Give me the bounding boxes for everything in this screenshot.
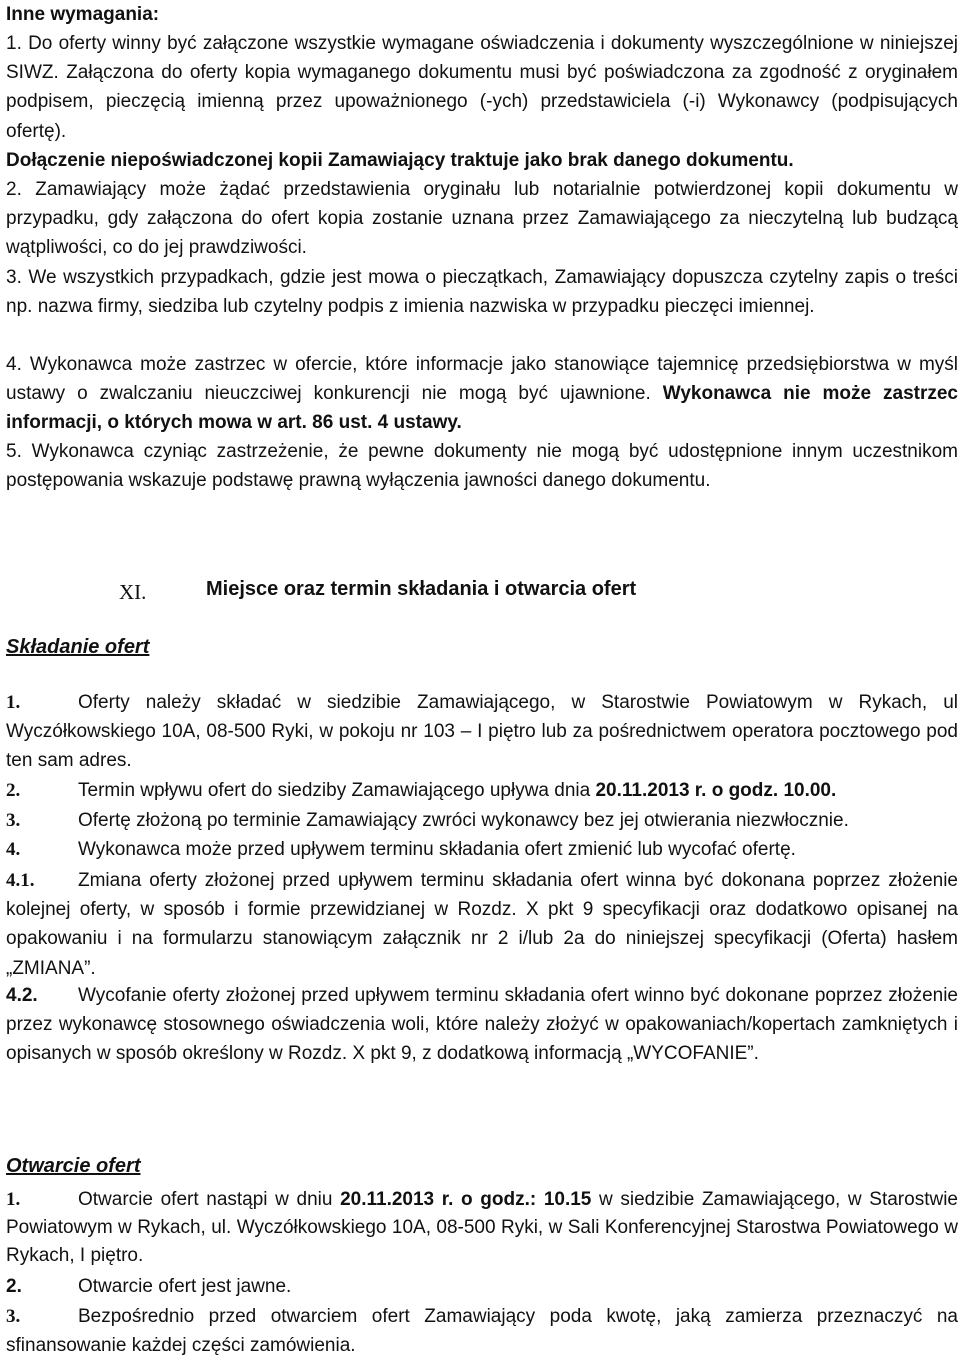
submission-item-4-1	[6, 866, 958, 983]
requirement-4-number: 4.	[6, 354, 22, 375]
requirement-2	[6, 175, 958, 263]
submission-item-4-2	[6, 981, 958, 1069]
submission-item-2-number: 2.	[6, 780, 21, 801]
submission-item-4-number: 4.	[6, 839, 21, 860]
opening-label: Otwarcie ofert	[6, 1155, 141, 1177]
submission-item-1-number: 1.	[6, 692, 21, 713]
submission-item-4-1-text: Zmiana oferty złożonej przed upływem terminu składania ofert winna być dokonana poprzez złożenie kolejnej oferty, w sposób i formie przewidzianej w Rozdz. X pkt 9 specyfikacji oraz dodatkowo opisanej na opakowaniu i na formularzu stanowiącym załącznik nr 2 i/lub 2a do niniejszej specyfikacji (Oferta) hasłem „ZMIANA”.	[6, 870, 958, 979]
submission-item-4-2-text: Wycofanie oferty złożonej przed upływem terminu składania ofert winno być dokonane poprzez złożenie przez wykonawcę stosownego oświadczenia woli, które należy złożyć w opakowaniach/kopertach zamkniętych i opisanych w sposób określony w Rozdz. X pkt 9, z dodatkową informacją „WYCOFANIE”.	[6, 985, 958, 1065]
opening-item-3-text: Bezpośrednio przed otwarciem ofert Zamawiający poda kwotę, jaką zamierza przeznaczyć na sfinansowanie każdej części zamówienia.	[6, 1306, 958, 1357]
requirement-4	[6, 350, 958, 438]
submission-item-2	[6, 776, 958, 805]
requirement-5	[6, 437, 958, 495]
requirement-5-text: Wykonawca czyniąc zastrzeżenie, że pewne dokumenty nie mogą być udostępnione innym uczestnikom postępowania wskazuje podstawę prawną wyłączenia jawności danego dokumentu.	[6, 441, 958, 492]
submission-item-2-text: Termin wpływu ofert do siedziby Zamawiającego upływa dnia	[78, 780, 591, 801]
section-heading	[6, 578, 958, 612]
submission-item-4-1-number: 4.1.	[6, 870, 35, 891]
section-number: XI.	[119, 580, 147, 604]
requirement-3-text: We wszystkich przypadkach, gdzie jest mowa o pieczątkach, Zamawiający dopuszcza czytelny zapis o treści np. nazwa firmy, siedziba lub czytelny podpis z imienia nazwiska w przypadku pieczęci imiennej.	[6, 267, 959, 318]
opening-item-3-number: 3.	[6, 1306, 21, 1327]
submission-item-1-text: Oferty należy składać w siedzibie Zamawiającego, w Starostwie Powiatowym w Rykach, ul Wyczółkowskiego 10A, 08-500 Ryki, w pokoju nr 103 – I piętro lub za pośrednictwem operatora pocztowego pod ten sam adres.	[6, 692, 958, 772]
opening-item-1-number: 1.	[6, 1189, 21, 1210]
opening-item-1	[6, 1186, 958, 1271]
requirements-title: Inne wymagania:	[6, 4, 160, 25]
requirement-5-number: 5.	[6, 441, 22, 462]
opening-item-2-text: Otwarcie ofert jest jawne.	[78, 1276, 292, 1297]
requirement-3-number: 3.	[6, 267, 22, 288]
requirement-4-bold-note: Wykonawca nie może zastrzec informacji, o których mowa w art. 86 ust. 4 ustawy.	[6, 383, 959, 434]
requirement-2-text: Zamawiający może żądać przedstawienia oryginału lub notarialnie potwierdzonej kopii dokumentu w przypadku, gdy załączona do ofert kopia zostanie uznana przez Zamawiającego za nieczytelną lub budzącą wątpliwości, co do jej prawdziwości.	[6, 179, 958, 259]
opening-item-1-text-b: w siedzibie Zamawiającego, w Starostwie Powiatowym w Rykach, ul. Wyczółkowskiego 10A, 08-500 Ryki, w Sali Konferencyjnej Starostwa Powiatowego w Rykach, I piętro.	[6, 1189, 958, 1267]
submission-item-3-number: 3.	[6, 810, 21, 831]
opening-item-1-date: 20.11.2013 r. o godz.: 10.15	[340, 1189, 592, 1210]
requirement-1-number: 1.	[6, 33, 22, 54]
requirement-1	[6, 29, 958, 146]
opening-item-3	[6, 1302, 958, 1360]
requirement-1-bold-note: Dołączenie niepoświadczonej kopii Zamawiający traktuje jako brak danego dokumentu.	[6, 150, 794, 171]
submission-item-3	[6, 806, 958, 835]
opening-item-1-text-a: Otwarcie ofert nastąpi w dniu	[78, 1189, 333, 1210]
submission-item-2-date: 20.11.2013 r. o godz. 10.00.	[595, 780, 837, 801]
submission-item-1	[6, 688, 958, 776]
requirement-1-text: Do oferty winny być załączone wszystkie wymagane oświadczenia i dokumenty wyszczególnione w niniejszej SIWZ. Załączona do oferty kopia wymaganego dokumentu musi być poświadczona za zgodność z oryginałem podpisem, pieczęcią imienną przez upoważnionego (-ych) przedstawiciela (-i) Wykonawcy (podpisujących ofertę).	[6, 33, 958, 142]
requirement-3	[6, 263, 958, 321]
submission-item-3-text: Ofertę złożoną po terminie Zamawiający zwróci wykonawcy bez jej otwierania niezwłocznie.	[78, 810, 849, 831]
requirement-2-number: 2.	[6, 179, 22, 200]
submission-item-4-text: Wykonawca może przed upływem terminu składania ofert zmienić lub wycofać ofertę.	[78, 839, 796, 860]
submission-label: Składanie ofert	[6, 636, 150, 658]
section-title: Miejsce oraz termin składania i otwarcia ofert	[206, 578, 637, 600]
opening-item-2	[6, 1272, 958, 1301]
submission-item-4-2-number: 4.2.	[6, 985, 38, 1006]
opening-item-2-number: 2.	[6, 1276, 22, 1297]
submission-item-4	[6, 835, 958, 864]
requirement-4-text: Wykonawca może zastrzec w ofercie, które informacje jako stanowiące tajemnicę przedsiębiorstwa w myśl ustawy o zwalczaniu nieuczciwej konkurencji nie mogą być ujawnione.	[6, 354, 958, 405]
